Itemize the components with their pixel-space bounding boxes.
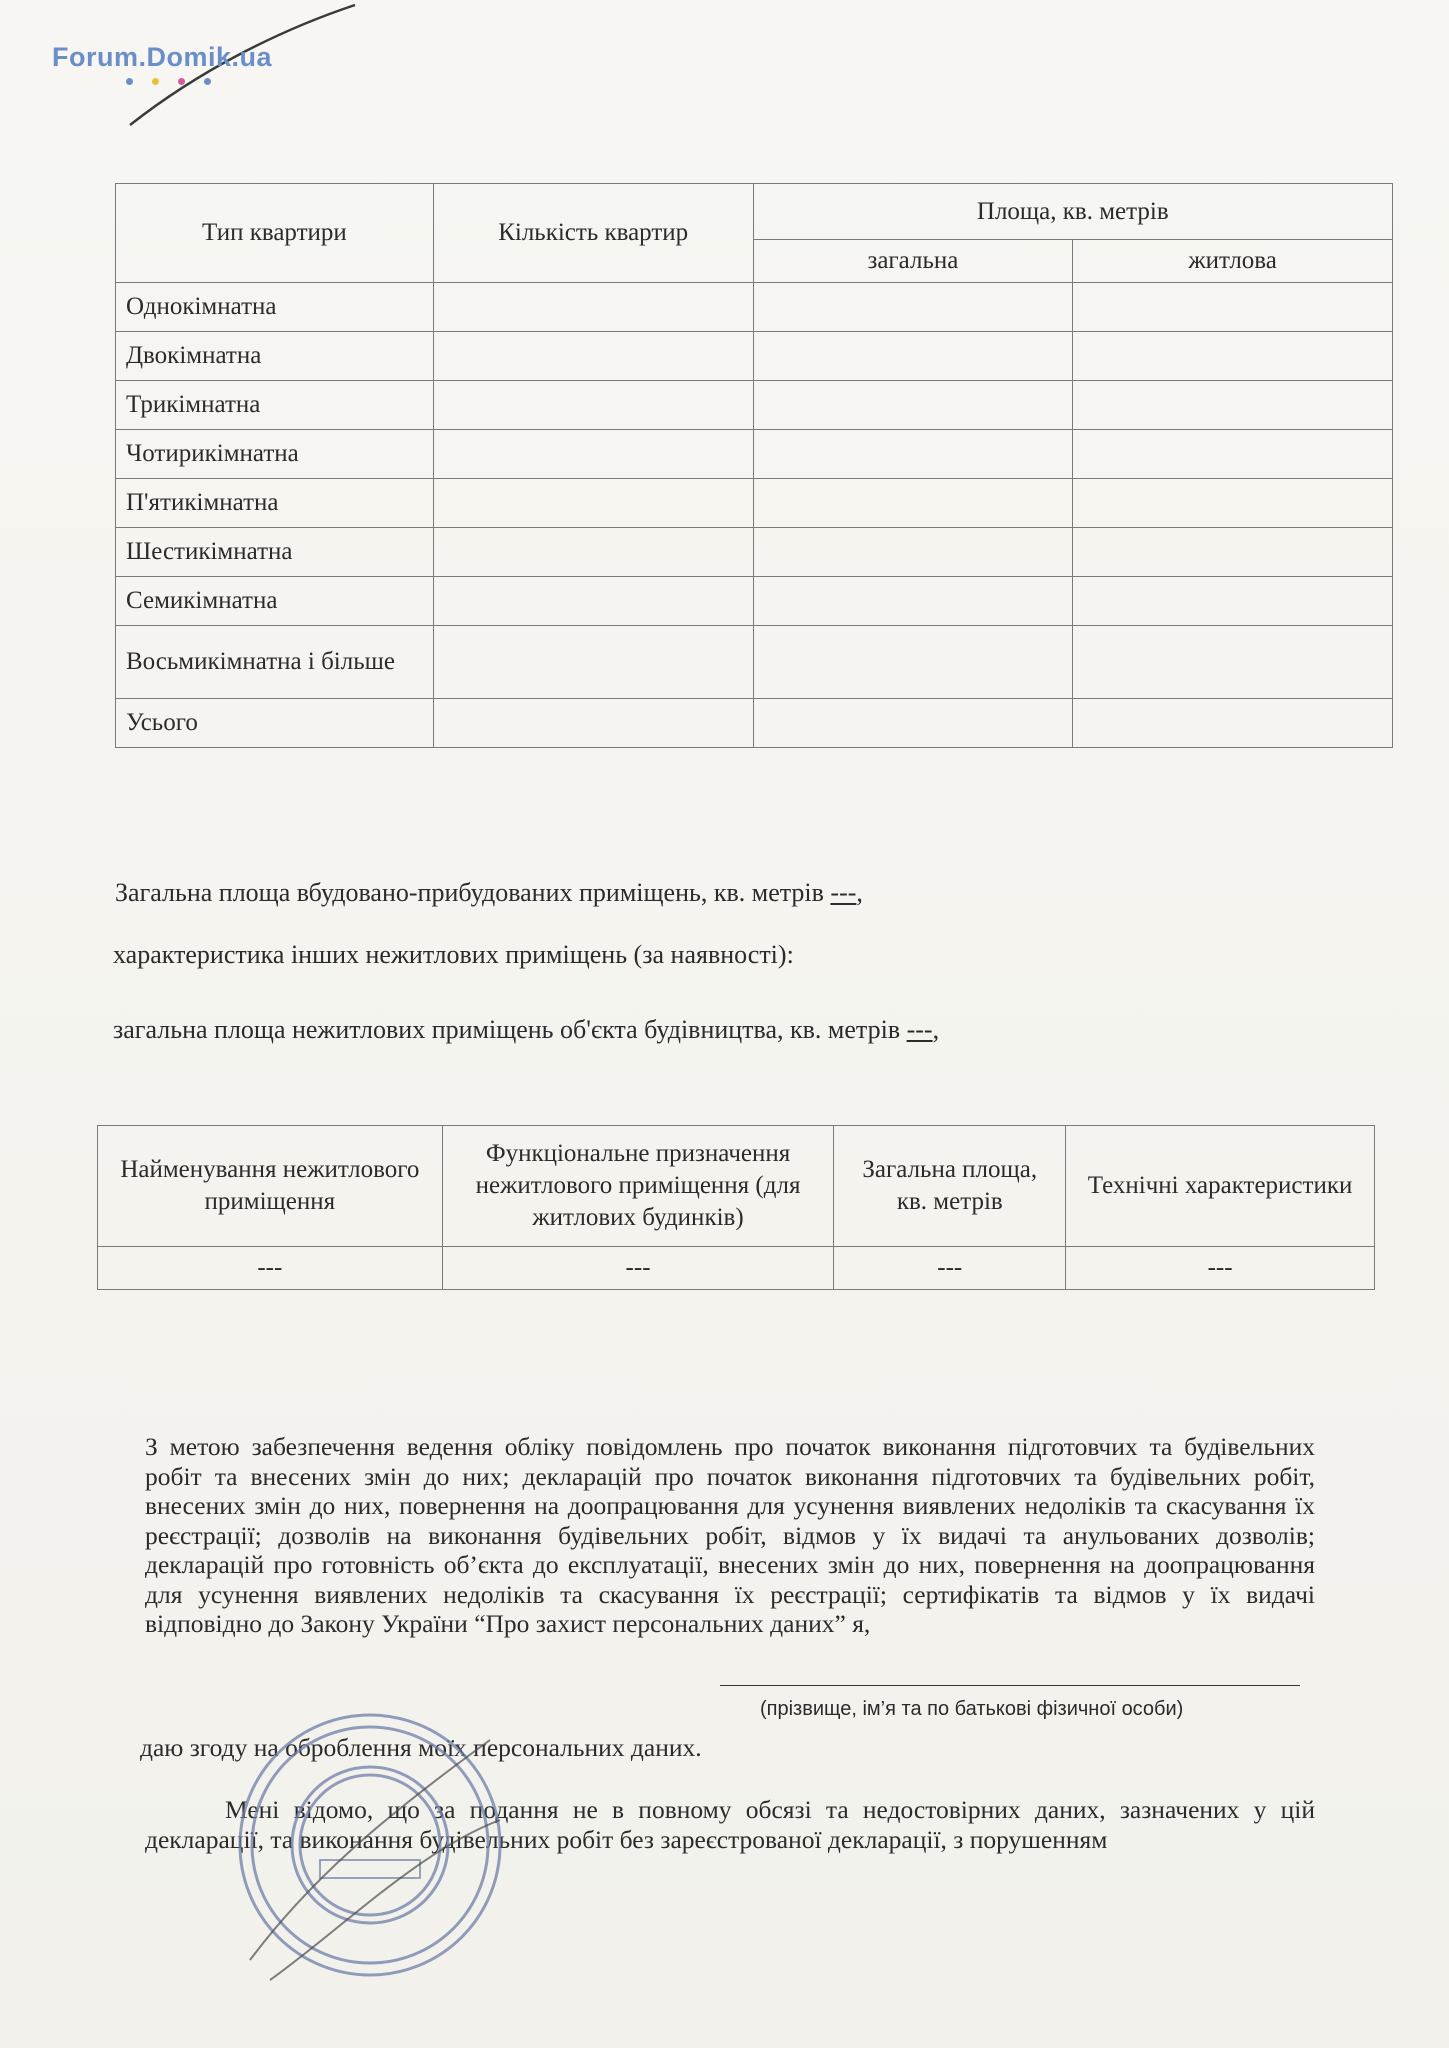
apartment-type-cell: Чотирикімнатна <box>116 430 434 479</box>
table-row <box>116 283 1393 332</box>
builtin-area-label: Загальна площа вбудовано-прибудованих приміщень, кв. метрів <box>115 878 824 907</box>
apartment-type-cell: Семикімнатна <box>116 577 434 626</box>
area-living-cell <box>1073 283 1393 332</box>
count-cell <box>433 626 753 699</box>
area-living-cell <box>1073 699 1393 748</box>
apartment-type-cell: Трикімнатна <box>116 381 434 430</box>
area-total-cell <box>753 332 1073 381</box>
header-apartment-type: Тип квартири <box>116 184 434 283</box>
table-row <box>98 1247 1375 1290</box>
header-premises-specs: Технічні характеристики <box>1066 1126 1375 1247</box>
table-row <box>116 332 1393 381</box>
area-total-cell <box>753 283 1073 332</box>
company-stamp-icon <box>230 1700 510 1990</box>
site-watermark: Forum.Domik.ua <box>52 42 272 73</box>
watermark-dots <box>126 78 246 88</box>
count-cell <box>433 332 753 381</box>
nonres-area-value: --- <box>906 1015 933 1044</box>
apartment-type-cell: Шестикімнатна <box>116 528 434 577</box>
header-apartment-count: Кількість квартир <box>433 184 753 283</box>
area-total-cell <box>753 479 1073 528</box>
apartments-table <box>115 183 1393 748</box>
count-cell <box>433 699 753 748</box>
table-row <box>116 381 1393 430</box>
area-total-cell <box>753 528 1073 577</box>
count-cell <box>433 577 753 626</box>
area-living-cell <box>1073 332 1393 381</box>
header-area-living: житлова <box>1073 240 1393 283</box>
header-premises-name: Найменування нежитлового приміщення <box>98 1126 443 1247</box>
apartment-type-cell: П'ятикімнатна <box>116 479 434 528</box>
apartment-type-cell: Двокімнатна <box>116 332 434 381</box>
nonres-area-line: загальна площа нежитлових приміщень об'єкта будівництва, кв. метрів ---, <box>113 1015 940 1044</box>
area-living-cell <box>1073 381 1393 430</box>
table-row <box>116 528 1393 577</box>
header-area: Площа, кв. метрів <box>753 184 1392 240</box>
area-total-cell <box>753 626 1073 699</box>
area-living-cell <box>1073 430 1393 479</box>
header-premises-purpose: Функціональне призначення нежитлового приміщення (для житлових будинків) <box>442 1126 834 1247</box>
area-total-cell <box>753 430 1073 479</box>
area-living-cell <box>1073 626 1393 699</box>
header-area-total: загальна <box>753 240 1073 283</box>
table-row <box>116 430 1393 479</box>
signature-caption: (прізвище, ім’я та по батькові фізичної особи) <box>760 1698 1184 1720</box>
count-cell <box>433 528 753 577</box>
other-nonres-line: характеристика інших нежитлових приміщень (за наявності): <box>113 940 794 969</box>
table-row-total <box>116 699 1393 748</box>
builtin-area-line: Загальна площа вбудовано-прибудованих приміщень, кв. метрів ---, <box>115 878 863 907</box>
apartment-type-cell: Однокімнатна <box>116 283 434 332</box>
count-cell <box>433 381 753 430</box>
premises-area-cell: --- <box>834 1247 1066 1290</box>
consent-end: даю згоду на оброблення моїх персональних даних. <box>140 1733 702 1762</box>
area-living-cell <box>1073 479 1393 528</box>
table-row <box>116 479 1393 528</box>
signature-name-line <box>720 1685 1300 1686</box>
consent-paragraph: З метою забезпечення ведення обліку повідомлень про початок виконання підготовчих та будівельних робіт та внесених змін до них; декларацій про початок виконання підготовчих та будівельних робіт, внесених змін до них, повернення на доопрацювання для усунення виявлених недоліків та скасування їх реєстрації; дозволів на виконання будівельних робіт, відмов у їх видачі та анульованих дозволів; декларацій про готовність об’єкта до експлуатації, внесених змін до них, повернення на доопрацювання для усунення виявлених недоліків та скасування їх реєстрації; сертифікатів та відмов у їх видачі відповідно до Закону України “Про захист персональних даних” я, <box>145 1432 1315 1638</box>
area-total-cell <box>753 577 1073 626</box>
builtin-area-value: --- <box>830 878 857 907</box>
table-row <box>116 577 1393 626</box>
count-cell <box>433 283 753 332</box>
area-living-cell <box>1073 528 1393 577</box>
nonres-area-label: загальна площа нежитлових приміщень об'єкта будівництва, кв. метрів <box>113 1015 901 1044</box>
area-living-cell <box>1073 577 1393 626</box>
area-total-cell <box>753 699 1073 748</box>
header-premises-area: Загальна площа, кв. метрів <box>834 1126 1066 1247</box>
apartment-type-cell: Восьмикімнатна і більше <box>116 626 434 699</box>
area-total-cell <box>753 381 1073 430</box>
count-cell <box>433 479 753 528</box>
table-row <box>116 626 1393 699</box>
premises-specs-cell: --- <box>1066 1247 1375 1290</box>
apartment-type-cell: Усього <box>116 699 434 748</box>
premises-purpose-cell: --- <box>442 1247 834 1290</box>
awareness-paragraph: Мені відомо, що за подання не в повному обсязі та недостовірних даних, зазначених у цій декларації, та виконання будівельних робіт без зареєстрованої декларації, з порушенням <box>145 1795 1315 1854</box>
count-cell <box>433 430 753 479</box>
nonresidential-table <box>97 1125 1375 1290</box>
premises-name-cell: --- <box>98 1247 443 1290</box>
